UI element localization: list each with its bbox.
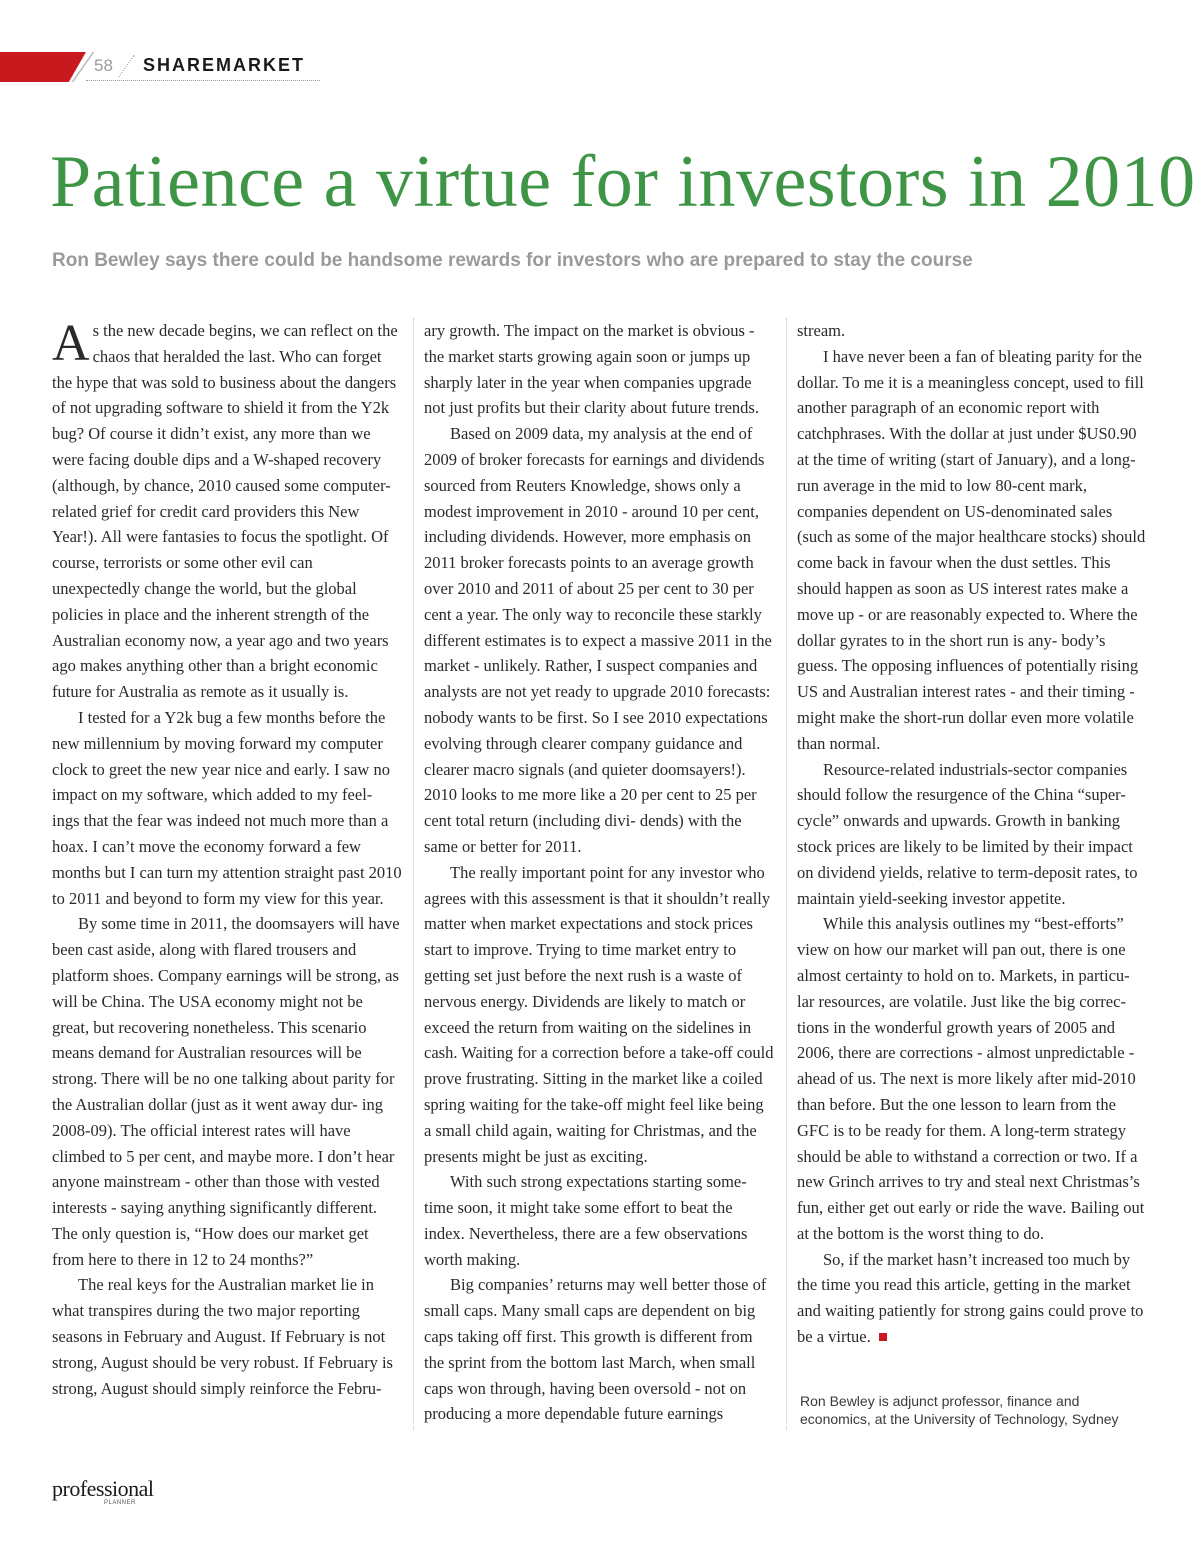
article-paragraph: Resource-related industrials-sector companies should follow the resurgence of the China “super- cycle” onwards and upwards. Growth in banking stock prices are likely to be limited by their impact on dividend yields, relative to term-deposit rates, to maintain yield-seeking investor appetite. (797, 759, 1138, 908)
article-paragraph: As the new decade begins, we can reflect on the chaos that heralded the last. Who can forget the hype that was sold to business about the dangers of not upgrading software to shield it from the Y2k bug? Of course it didn’t exist, any more than we were facing double dips and a W-shaped recovery (although, by chance, 2010 caused some computer-related grief for credit card providers this New Year!). All were fantasies to focus the spotlight. Of course, terrorists or some other evil can unexpectedly change the world, but the global policies in place and the inherent strength of the Australian economy now, a year ago and two years ago makes anything other than a bright economic future for Australia as remote as it usually is. (52, 315, 398, 702)
article-paragraph: The really important point for any investor who agrees with this assessment is that it shouldn’t really matter when market expectations and stock prices start to improve. Trying to time market entry to getting set just before the next rush is a waste of nervous energy. Dividends are likely to match or exceed the return from waiting on the sidelines in cash. Waiting for a correction before a take-off could prove frustrating. Sitting in the market like a coiled spring waiting for the take-off might feel like being a small child again, waiting for Christmas, and the presents might be just as exciting. (424, 862, 774, 1166)
author-bio: Ron Bewley is adjunct professor, finance and economics, at the University of Technology, Sydney (800, 1393, 1119, 1427)
article-paragraph: I have never been a fan of bleating parity for the dollar. To me it is a meaningless concept, used to fill another paragraph of an economic report with catchphrases. With the dollar at just under $US0.90 at the time of writing (start of January), and a long-run average in the mid to low 80-cent mark, companies dependent on US-denominated sales (such as some of the major healthcare stocks) should come back in favour when the dust settles. This should happen as soon as US interest rates make a move up - or are reasonably expected to. Where the dollar gyrates to in the short run is any- body’s guess. The opposing influences of potentially rising US and Australian interest rates - and their timing - might make the short-run dollar even more volatile than normal. (797, 346, 1146, 753)
article-paragraph: With such strong expectations starting some- time soon, it might take some effort to beat the index. Nevertheless, there are a few observations worth making. (424, 1172, 748, 1269)
article-column-1 (52, 315, 402, 1401)
publication-logo (52, 1476, 152, 1510)
page-number: 58 (94, 56, 113, 75)
article-paragraph: stream. (797, 321, 846, 340)
article-paragraph: I tested for a Y2k bug a few months before the new millennium by moving forward my computer clock to greet the new year nice and early. I saw no impact on my software, which added to my feel- ings that the fear was indeed not much more than a hoax. I can’t move the economy forward a few months but I can turn my attention straight past 2010 to 2011 and beyond to form my view for this year. (52, 707, 402, 908)
article-column-3 (797, 318, 1149, 1350)
article-paragraph: ary growth. The impact on the market is obvious - the market starts growing again soon or jumps up sharply later in the year when companies upgrade not just profits but their clarity about future trends. (424, 321, 759, 418)
article-paragraph: While this analysis outlines my “best-efforts” view on how our market will pan out, there is one almost certainty to hold on to. Markets, in particu- lar resources, are volatile. Just like the big correc- tions in the wonderful growth years of 2005 and 2006, there are corrections - almost unpredictable - ahead of us. The next is more likely after mid-2010 than before. But the one lesson to learn from the GFC is to be ready for them. A long-term strategy should be able to withstand a correction or two. If a new Grinch arrives to try and steal next Christmas’s fun, either get out early or ride the wave. Bailing out at the bottom is the worst thing to do. (797, 914, 1145, 1243)
article-paragraph: The real keys for the Australian market lie in what transpires during the two major reporting seasons in February and August. If February is not strong, August should be very robust. If February is strong, August should simply reinforce the Febru- (52, 1275, 393, 1398)
article-paragraph: Based on 2009 data, my analysis at the end of 2009 of broker forecasts for earnings and dividends sourced from Reuters Knowledge, shows only a modest improvement in 2010 - around 10 per cent, including dividends. However, more emphasis on 2011 broker forecasts points to an average growth over 2010 and 2011 of about 25 per cent to 30 per cent a year. The only way to reconcile these starkly different estimates is to expect a massive 2011 in the market - unlikely. Rather, I suspect companies and analysts are not yet ready to upgrade 2010 forecasts: nobody wants to be first. So I see 2010 expectations evolving through clearer company guidance and clearer macro signals (and quieter doomsayers!). 2010 looks to me more like a 20 per cent to 25 per cent total return (including divi- dends) with the same or better for 2011. (424, 424, 772, 856)
article-paragraph: Big companies’ returns may well better those of small caps. Many small caps are dependent on big caps taking off first. This growth is different from the sprint from the bottom last March, when small caps won through, having been oversold - not on producing a more dependable future earnings (424, 1275, 767, 1424)
article-headline: Patience a virtue for investors in 2010 (50, 141, 1196, 223)
column-divider (413, 318, 414, 1430)
logo-wordmark: professional (52, 1476, 154, 1501)
article-column-2 (424, 318, 774, 1427)
header-dotted-rule (86, 80, 320, 81)
article-paragraph: By some time in 2011, the doomsayers will have been cast aside, along with flared trousers and platform shoes. Company earnings will be strong, as will be China. The USA economy might not be great, but recovering nonetheless. This scenario means demand for Australian resources will be strong. There will be no one talking about parity for the Australian dollar (just as it went away dur- ing 2008-09). The official interest rates will have climbed to 5 per cent, and maybe more. I don’t hear anyone mainstream - other than those with vested interests - saying anything significantly different. The only question is, “How does our market get from here to there in 12 to 24 months?” (52, 914, 400, 1269)
column-divider (786, 318, 787, 1430)
header-divider-slash (118, 55, 134, 77)
article-paragraph: So, if the market hasn’t increased too much by the time you read this article, getting in the market and waiting patiently for strong gains could prove to be a virtue. (797, 1249, 1144, 1347)
section-label: SHAREMARKET (143, 55, 306, 75)
logo-subtext: PLANNER (104, 1500, 136, 1506)
article-standfirst: Ron Bewley says there could be handsome rewards for investors who are prepared to stay the course (52, 250, 973, 271)
end-of-article-mark (879, 1333, 887, 1341)
drop-cap: A (52, 315, 90, 372)
